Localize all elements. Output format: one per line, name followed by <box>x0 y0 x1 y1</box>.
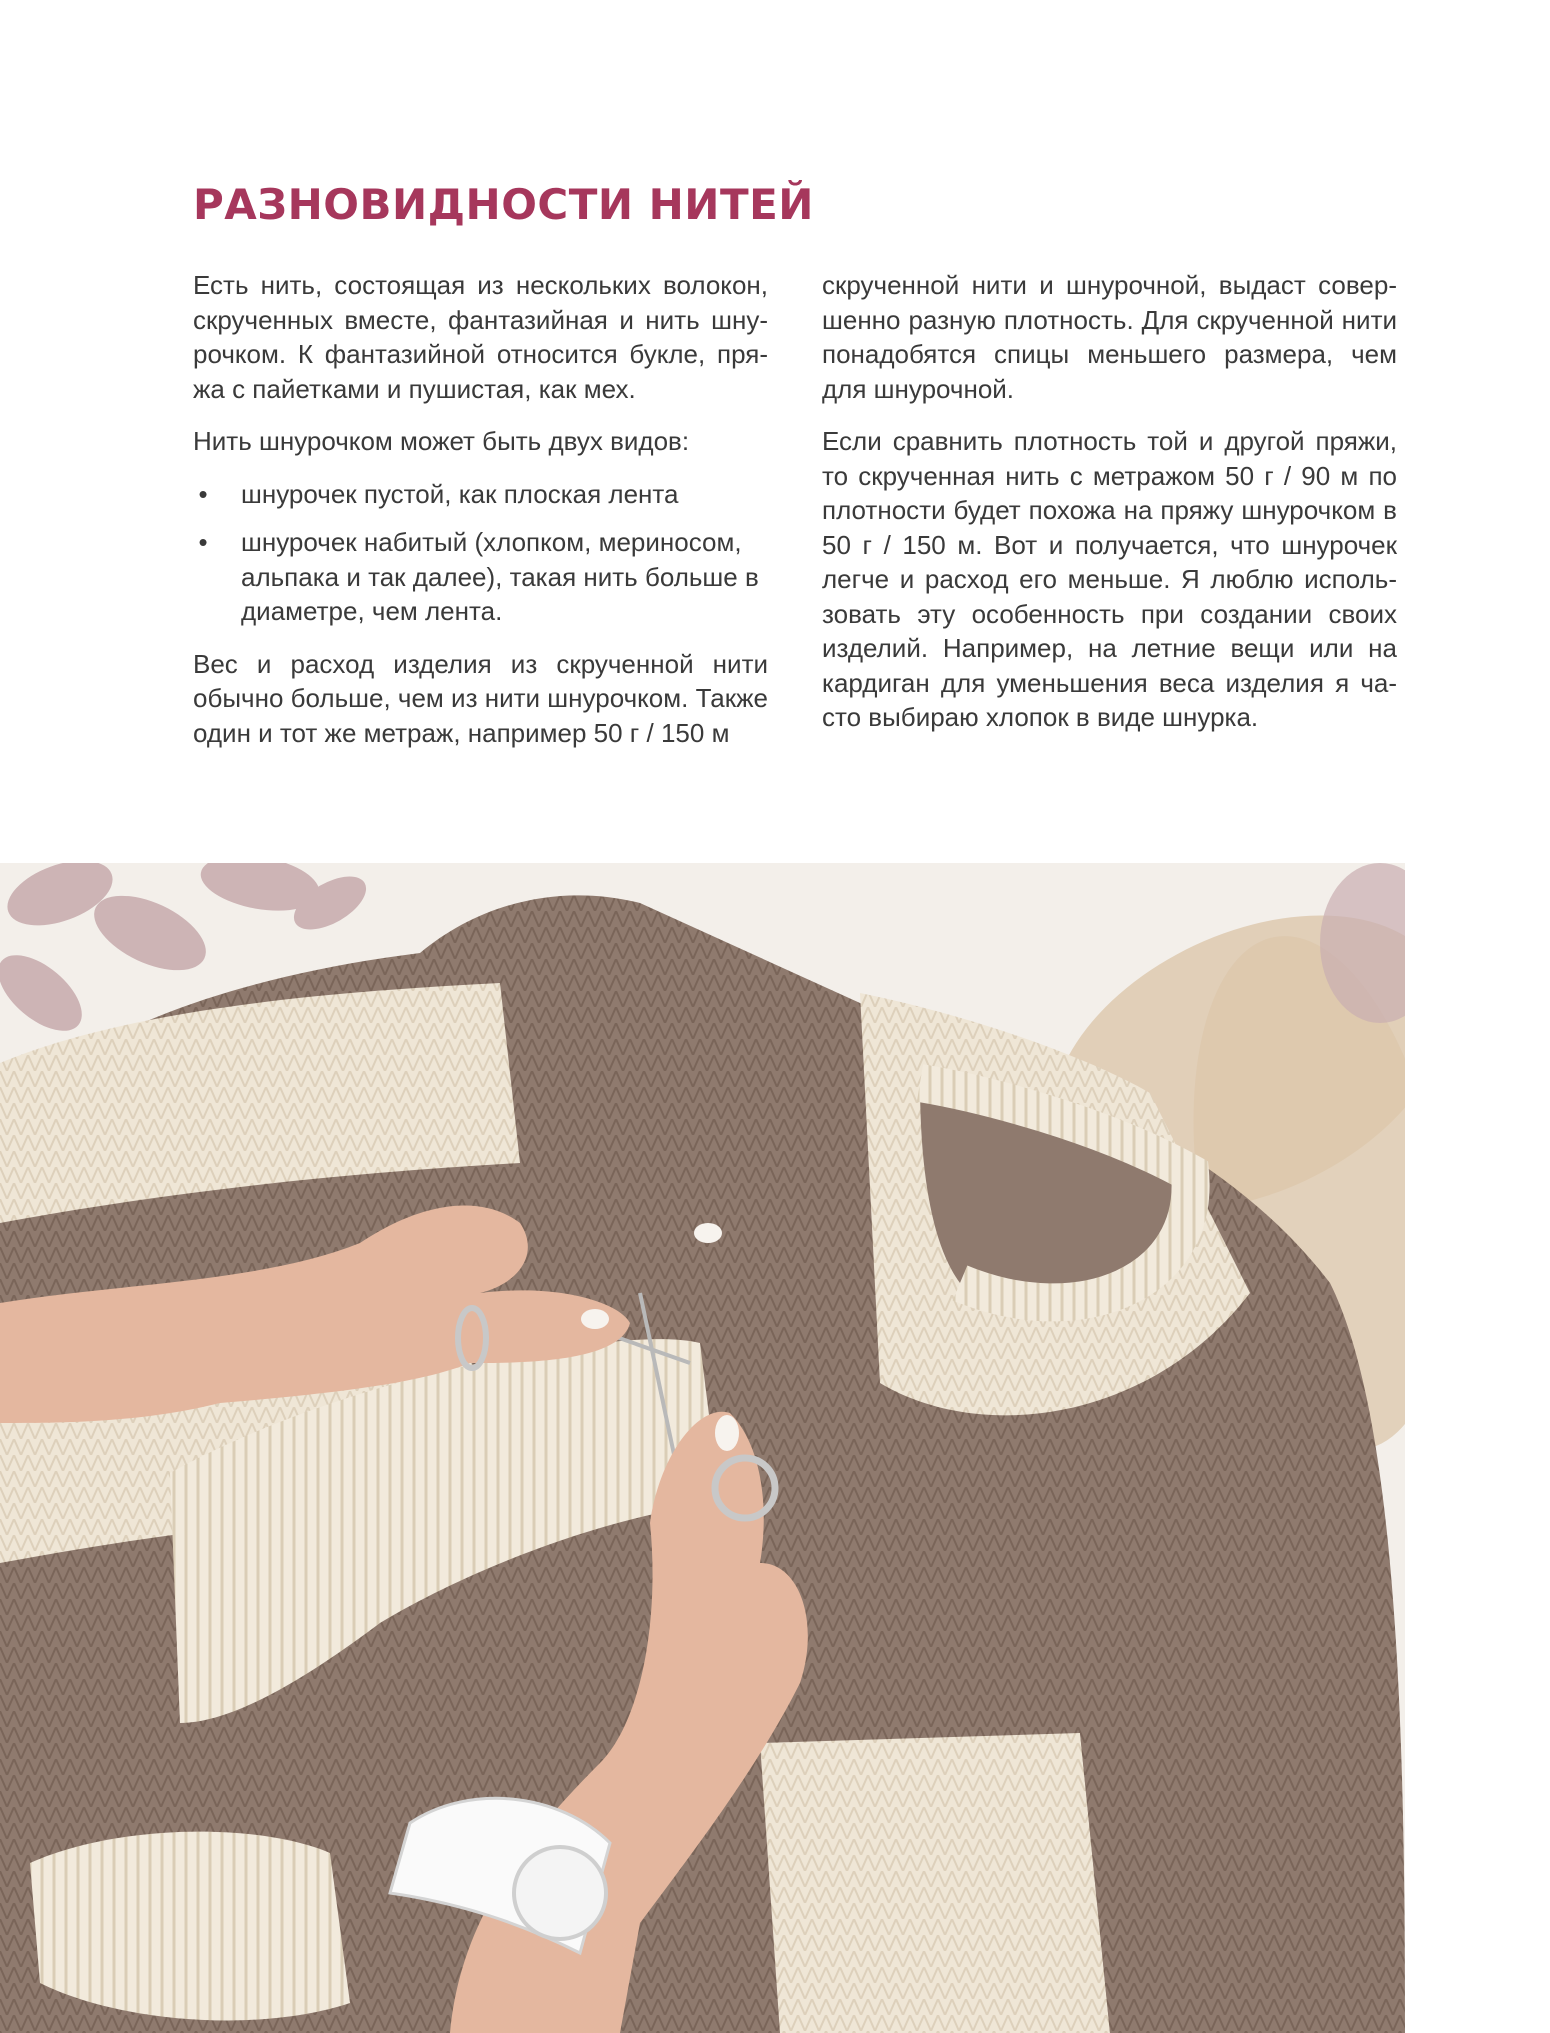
nail <box>715 1415 739 1451</box>
paragraph: Нить шнурочком может быть двух видов: <box>193 426 690 456</box>
list-item-text: шнурочек пустой, как плоская лента <box>241 478 679 509</box>
list-item-text: шнурочек набитый (хлопком, мериносом, альпака и так далее), такая нить больше в диаметре, чем лента. <box>241 527 759 626</box>
nail <box>694 1223 722 1243</box>
paragraph: Есть нить, состоящая из нескольких волокон, скрученных вместе, фантазийная и нить шнурочком. К фантазийной относится букле, пряжа с пайетками и пушистая, как мех. <box>193 270 768 404</box>
bullet-icon: • <box>198 527 208 557</box>
page-title: РАЗНОВИДНОСТИ НИТЕЙ <box>193 180 814 229</box>
sleeve-cuff <box>30 1832 350 2021</box>
right-text-column <box>822 268 1397 753</box>
nail <box>581 1309 609 1329</box>
bullet-list <box>193 477 768 629</box>
paragraph: Вес и расход изделия из скрученной нити обычно больше, чем из нити шнурочком. Также один и тот же метраж, например 50 г / 150 м <box>193 648 768 748</box>
knitting-illustration <box>0 863 1405 2033</box>
paragraph: Если сравнить плотность той и другой пряжи, то скрученная нить с метражом 50 г / 90 м по плотности будет похожа на пряжу шнурочком в 50 г / 150 м. Вот и получается, что шнурочек легче и расход его меньше. Я люблю использовать эту особенность при создании своих изделий. Например, на летние вещи или на кардиган для уменьшения веса изделия я часто выбираю хлопок в виде шнурка. <box>822 426 1397 732</box>
list-item <box>193 525 768 629</box>
left-text-column <box>193 268 768 768</box>
watch-face <box>514 1847 606 1939</box>
knitting-photo <box>0 863 1405 2033</box>
cream-stripe <box>760 1733 1110 2033</box>
paragraph: скрученной нити и шнурочной, выдаст совершенно разную плотность. Для скрученной нити понадобятся спицы меньшего размера, чем для шнурочной. <box>822 270 1397 404</box>
list-item <box>193 477 768 512</box>
bullet-icon: • <box>198 478 208 509</box>
